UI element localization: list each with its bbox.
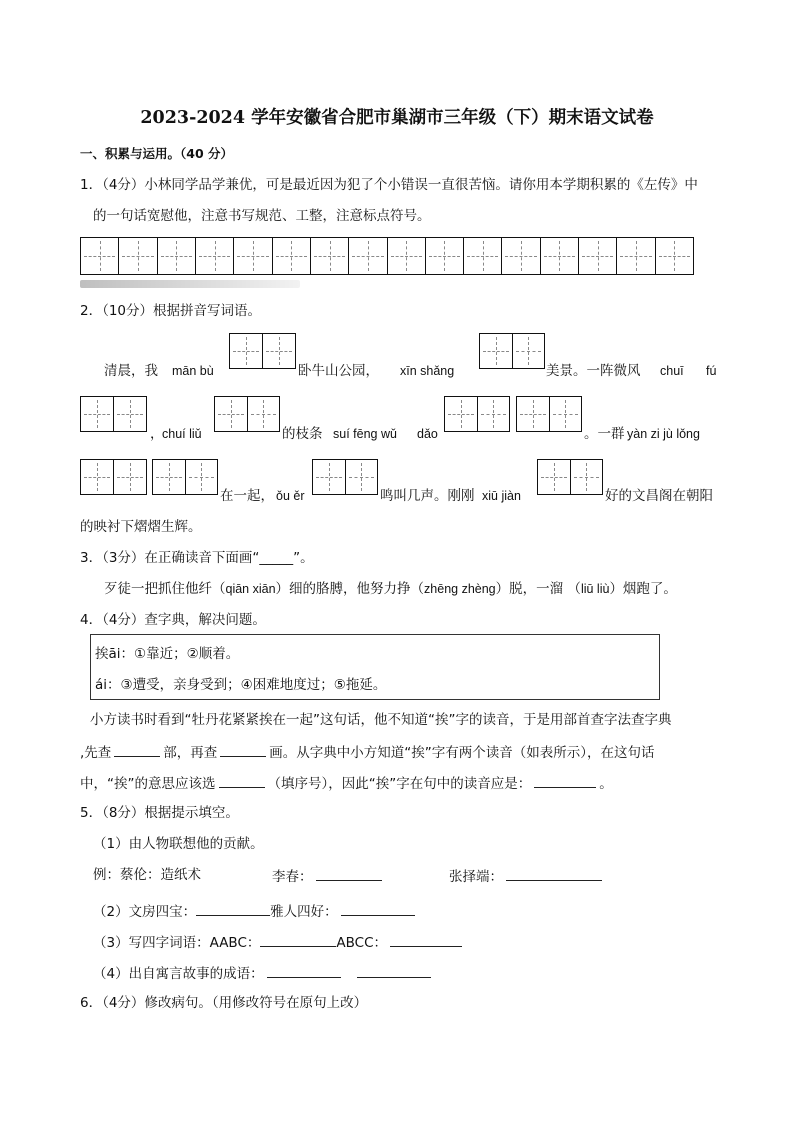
q2-text: 在一起， [220,488,274,504]
q3-paren: （ [212,581,226,597]
answer-box[interactable] [537,459,603,495]
question-2-stem: 2．（10分）根据拼音写词语。 [80,303,262,319]
question-1-line-1: 1．（4分）小林同学品学兼优，可是最近因为犯了个小错误一直很苦恼。请你用本学期积累的《左传》中 [80,177,698,193]
pinyin: xīn shǎng [400,364,455,378]
q5-text: （2）文房四宝： [93,904,197,920]
q2-text: 清晨，我 [104,363,158,379]
q3-text: 歹徒一把抓住他纤 [104,581,212,597]
dictionary-entry-1: 挨āi：①靠近；②顺着。 [95,646,240,662]
answer-box[interactable] [312,459,378,495]
section-heading: 一、积累与运用。（40 分） [80,146,233,161]
answer-blank[interactable] [196,901,270,916]
scan-artifact [80,280,300,288]
answer-blank[interactable] [390,932,462,947]
pinyin: fú [706,364,717,378]
q2-text: 鸣叫几声。刚刚 [380,488,475,504]
q3-text: ）脱，一溜 （ [495,581,581,597]
q5-text: （3）写四字词语：AABC： [93,935,261,951]
pinyin: ǒu ěr [276,489,305,503]
q4-text: 画。从字典中小方知道“挨”字有两个读音（如表所示），在这句话 [269,745,655,761]
answer-blank[interactable] [220,742,266,757]
dictionary-entry-box [90,634,660,700]
q5-text: （4）出自寓言故事的成语： [93,966,264,982]
dictionary-entry-2: ái：③遭受，亲身受到；④困难地度过；⑤拖延。 [95,677,387,693]
answer-box[interactable] [80,396,147,432]
answer-box[interactable] [516,396,582,432]
question-4-stem: 4．（4分）查字典，解决问题。 [80,612,266,628]
q5-text: ABCC： [336,935,388,951]
writing-grid[interactable] [80,237,694,275]
answer-blank[interactable] [341,901,415,916]
answer-box[interactable] [152,459,218,495]
q4-text: 部，再查 [163,745,218,761]
answer-blank[interactable] [267,963,341,978]
q4-paragraph-line-1: 小方读书时看到“牡丹花紧紧挨在一起”这句话，他不知道“挨”字的读音，于是用部首查字法查字典 [90,712,672,728]
q2-text: 的枝条 [282,426,323,442]
q5-example: 例：蔡伦：造纸术 [93,867,201,883]
q4-paragraph-line-2 [80,742,655,762]
pinyin: yàn zi jù lǒng [627,427,700,441]
q2-text: 好的文昌阁在朝阳 [605,488,713,504]
q2-text: 卧牛山公园， [298,363,379,379]
question-3-sentence [104,580,677,598]
answer-box[interactable] [229,333,296,369]
page-title: 2023-2024 学年安徽省合肥市巢湖市三年级（下）期末语文试卷 [140,108,654,128]
answer-blank[interactable] [534,773,596,788]
pinyin-option[interactable]: qiān xiān [225,582,276,596]
question-1-line-2: 的一句话宽慰他，注意书写规范、工整，注意标点符号。 [93,208,431,224]
q5-text: 张择端： [449,869,503,885]
pinyin: suí fēng wǔ [333,427,397,441]
q5-sub-3 [93,932,465,952]
pinyin-option[interactable]: liū liù [580,582,610,596]
answer-blank[interactable] [260,932,336,947]
q2-text: ， [150,426,164,442]
q5-sub-2 [93,901,418,921]
pinyin: dǎo [417,427,438,441]
q4-text: 中，“挨”的意思应该选 [80,776,216,792]
pinyin: chuí liǔ [162,427,202,441]
q5-li-chun [272,866,385,886]
pinyin-option[interactable]: zhēng zhèng [424,582,496,596]
answer-blank[interactable] [219,773,265,788]
pinyin: chuī [660,364,684,378]
q4-paragraph-line-3 [80,773,613,793]
q5-text: 雅人四好： [270,904,338,920]
q4-text: ,先查 [80,745,112,761]
q3-text: ）烟跑了。 [609,581,677,597]
question-5-stem: 5．（8分）根据提示填空。 [80,805,239,821]
q5-zhang-zeduan [449,866,605,886]
q2-text: 美景。一阵微风 [546,363,641,379]
q5-sub-1: （1）由人物联想他的贡献。 [93,836,264,852]
question-6-stem: 6．（4分）修改病句。（用修改符号在原句上改） [80,995,368,1011]
answer-box[interactable] [80,459,147,495]
q5-sub-4 [93,963,434,983]
pinyin: xiū jiàn [482,489,521,503]
q2-text: 的映衬下熠熠生辉。 [80,519,202,535]
answer-blank[interactable] [357,963,431,978]
answer-box[interactable] [444,396,510,432]
answer-box[interactable] [214,396,280,432]
q2-text: 。一群 [584,426,625,442]
q5-text: 李春： [272,869,313,885]
answer-blank[interactable] [316,866,382,881]
pinyin: mān bù [172,364,214,378]
question-3-stem: 3．（3分）在正确读音下面画“_____”。 [80,550,314,566]
answer-blank[interactable] [114,742,160,757]
answer-box[interactable] [479,333,545,369]
q4-text: 。 [599,776,613,792]
answer-blank[interactable] [506,866,602,881]
q3-text: ）细的胳膊，他努力挣（ [275,581,425,597]
q4-text: （填序号），因此“挨”字在句中的读音应是： [267,776,532,792]
